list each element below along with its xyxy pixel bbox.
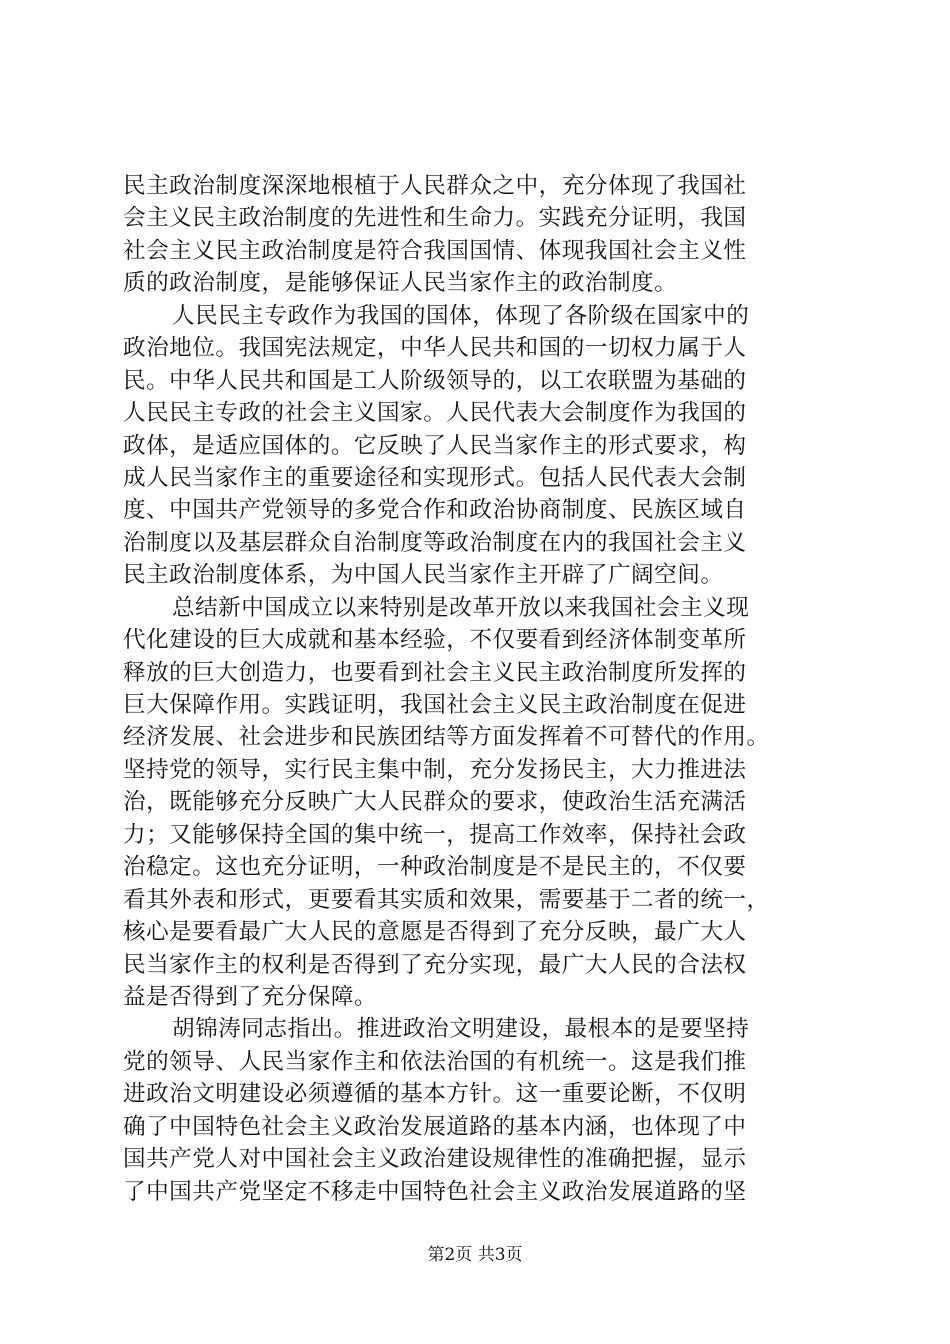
- text-line: 治稳定。这也充分证明，一种政治制度是不是民主的，不仅要: [123, 854, 747, 881]
- text-line: 人民民主专政作为我国的国体，体现了各阶级在国家中的: [172, 302, 750, 329]
- text-line: 成人民当家作主的重要途径和实现形式。包括人民代表大会制: [123, 464, 747, 491]
- text-line: 了中国共产党坚定不移走中国特色社会主义政治发展道路的坚: [123, 1178, 747, 1205]
- text-line: 益是否得到了充分保障。: [123, 983, 378, 1010]
- text-line: 会主义民主政治制度的先进性和生命力。实践充分证明，我国: [123, 205, 747, 232]
- body-text: [123, 170, 838, 1208]
- text-line: 治，既能够充分反映广大人民群众的要求，使政治生活充满活: [123, 789, 747, 816]
- text-line: 坚持党的领导，实行民主集中制，充分发扬民主，大力推进法: [123, 756, 747, 783]
- text-line: 核心是要看最广大人民的意愿是否得到了充分反映，最广大人: [123, 919, 747, 946]
- text-line: 确了中国特色社会主义政治发展道路的基本内涵，也体现了中: [123, 1113, 747, 1140]
- text-line: 社会主义民主政治制度是符合我国国情、体现我国社会主义性: [123, 237, 747, 264]
- text-line: 度、中国共产党领导的多党合作和政治协商制度、民族区域自: [123, 497, 747, 524]
- text-line: 质的政治制度，是能够保证人民当家作主的政治制度。: [123, 270, 678, 297]
- text-line: 释放的巨大创造力，也要看到社会主义民主政治制度所发挥的: [123, 659, 747, 686]
- text-line: 总结新中国成立以来特别是改革开放以来我国社会主义现: [172, 594, 750, 621]
- text-line: 看其外表和形式，更要看其实质和效果，需要基于二者的统一，: [123, 886, 770, 913]
- text-line: 民。中华人民共和国是工人阶级领导的，以工农联盟为基础的: [123, 367, 747, 394]
- text-line: 国共产党人对中国社会主义政治建设规律性的准确把握，显示: [123, 1146, 747, 1173]
- text-line: 力；又能够保持全国的集中统一，提高工作效率，保持社会政: [123, 821, 747, 848]
- text-line: 民当家作主的权利是否得到了充分实现，最广大人民的合法权: [123, 951, 747, 978]
- text-line: 民主政治制度深深地根植于人民群众之中，充分体现了我国社: [123, 173, 747, 199]
- text-line: 胡锦涛同志指出。推进政治文明建设，最根本的是要坚持: [172, 1016, 750, 1043]
- text-line: 政体，是适应国体的。它反映了人民当家作主的形式要求，构: [123, 432, 747, 459]
- text-line: 代化建设的巨大成就和基本经验，不仅要看到经济体制变革所: [123, 627, 747, 654]
- text-line: 党的领导、人民当家作主和依法治国的有机统一。这是我们推: [123, 1048, 747, 1075]
- text-line: 治制度以及基层群众自治制度等政治制度在内的我国社会主义: [123, 529, 747, 556]
- page-footer: 第2页 共3页: [427, 1245, 523, 1265]
- text-line: 民主政治制度体系，为中国人民当家作主开辟了广阔空间。: [123, 562, 724, 589]
- text-line: 经济发展、社会进步和民族团结等方面发挥着不可替代的作用。: [123, 724, 770, 751]
- text-line: 人民民主专政的社会主义国家。人民代表大会制度作为我国的: [123, 400, 747, 427]
- text-line: 巨大保障作用。实践证明，我国社会主义民主政治制度在促进: [123, 692, 747, 718]
- text-line: 进政治文明建设必须遵循的基本方针。这一重要论断，不仅明: [123, 1081, 747, 1108]
- text-line: 政治地位。我国宪法规定，中华人民共和国的一切权力属于人: [123, 335, 747, 362]
